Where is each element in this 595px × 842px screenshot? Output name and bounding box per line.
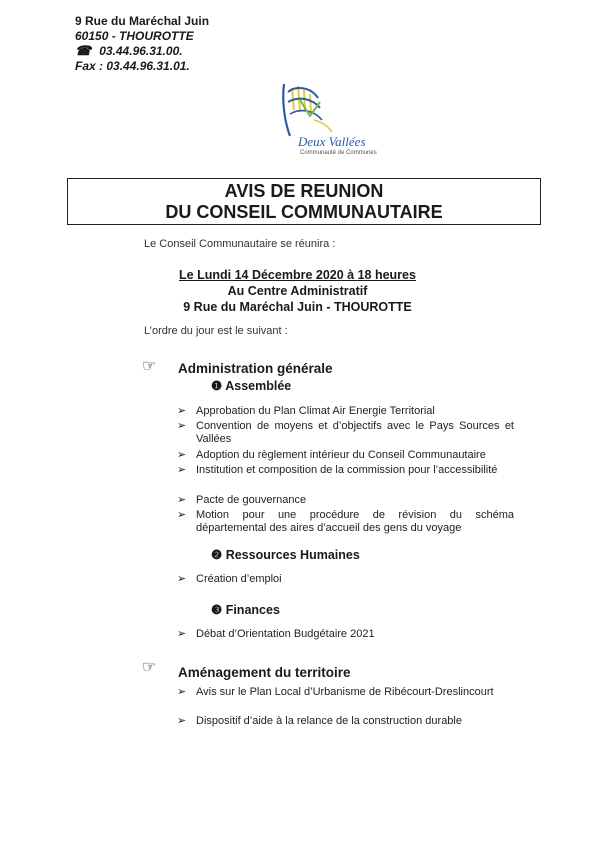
meeting-address: 9 Rue du Maréchal Juin - THOUROTTE — [183, 300, 412, 314]
number-3-icon: ❸ — [211, 603, 223, 617]
meeting-date — [0, 268, 595, 283]
agenda-item: Avis sur le Plan Local d’Urbanisme de Ribécourt-Dreslincourt — [196, 686, 494, 698]
subsection-assemblee — [211, 379, 291, 394]
meeting-place: Au Centre Administratif — [227, 284, 368, 298]
arrow-bullet-icon: ➢ — [177, 464, 187, 476]
agenda-item: Pacte de gouvernance — [196, 494, 307, 506]
agenda-item: Adoption du règlement intérieur du Conseil Communautaire — [196, 449, 486, 461]
agenda-item: Création d’emploi — [196, 573, 282, 585]
arrow-bullet-icon: ➢ — [177, 573, 187, 585]
phone-line — [75, 44, 183, 58]
agenda-item: Approbation du Plan Climat Air Energie Territorial — [196, 405, 435, 417]
arrow-bullet-icon: ➢ — [177, 420, 187, 432]
arrow-bullet-icon: ➢ — [177, 628, 187, 640]
meeting-date-text: Le Lundi 14 Décembre 2020 à 18 heures — [179, 268, 416, 282]
logo-name: Deux Vallées — [298, 134, 366, 149]
title-line-2: DU CONSEIL COMMUNAUTAIRE — [165, 202, 443, 222]
address-city: 60150 - THOUROTTE — [75, 29, 194, 43]
arrow-bullet-icon: ➢ — [177, 449, 187, 461]
subsection-title: Ressources Humaines — [225, 548, 360, 562]
section-title-administration: Administration générale — [178, 361, 333, 376]
arrow-bullet-icon: ➢ — [177, 509, 187, 521]
agenda-intro: L’ordre du jour est le suivant : — [144, 325, 288, 337]
pointing-hand-icon: ☞ — [142, 358, 157, 375]
number-2-icon: ❷ — [211, 548, 223, 562]
agenda-item: Motion pour une procédure de révision du schéma départemental des aires d’accueil des gens du voyage — [196, 509, 514, 534]
arrow-bullet-icon: ➢ — [177, 686, 187, 698]
title-line-1: AVIS DE REUNION — [224, 181, 384, 201]
title-box — [67, 178, 541, 225]
phone-icon: ☎ — [75, 43, 92, 58]
subsection-ressources-humaines — [211, 548, 360, 563]
intro-text: Le Conseil Communautaire se réunira : — [144, 238, 336, 250]
subsection-title: Finances — [225, 603, 280, 617]
pointing-hand-icon: ☞ — [142, 659, 157, 676]
address-street: 9 Rue du Maréchal Juin — [75, 14, 210, 28]
arrow-bullet-icon: ➢ — [177, 715, 187, 727]
agenda-item: Dispositif d’aide à la relance de la construction durable — [196, 715, 462, 727]
agenda-item: Convention de moyens et d’objectifs avec le Pays Sources et Vallées — [196, 420, 514, 445]
deux-vallees-logo — [270, 80, 380, 160]
subsection-finances — [211, 603, 280, 618]
logo-tagline: Communauté de Communes — [300, 150, 377, 156]
number-1-icon: ❶ — [211, 379, 223, 393]
fax-line: Fax : 03.44.96.31.01. — [75, 59, 190, 73]
agenda-item: Institution et composition de la commission pour l’accessibilité — [196, 464, 498, 476]
phone-number: 03.44.96.31.00. — [99, 44, 183, 58]
section-title-amenagement: Aménagement du territoire — [178, 665, 351, 680]
subsection-title: Assemblée — [225, 379, 292, 393]
arrow-bullet-icon: ➢ — [177, 494, 187, 506]
arrow-bullet-icon: ➢ — [177, 405, 187, 417]
agenda-item: Débat d’Orientation Budgétaire 2021 — [196, 628, 375, 640]
